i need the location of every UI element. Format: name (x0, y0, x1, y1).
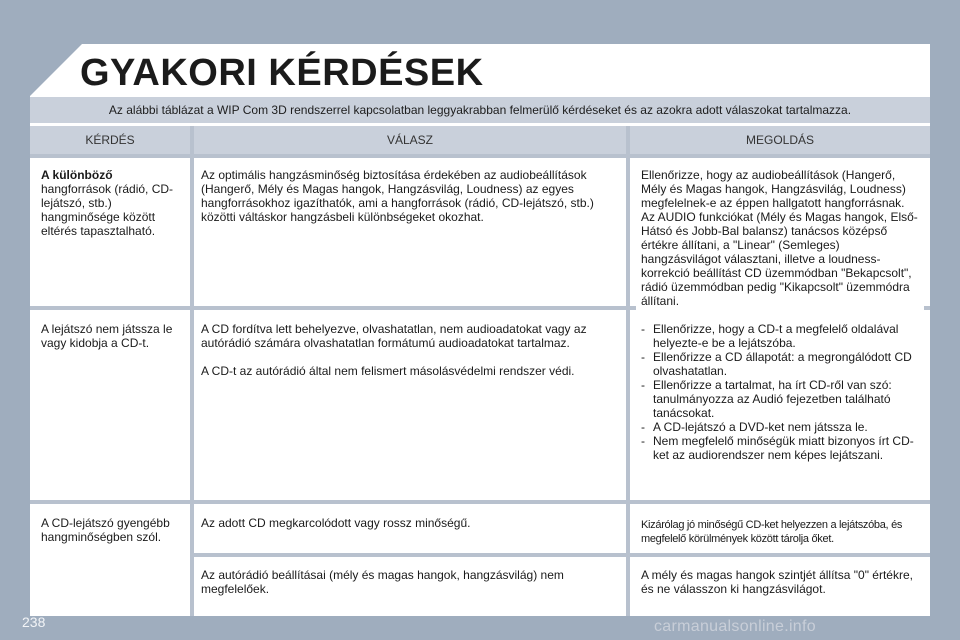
answer-text: Az adott CD megkarcolódott vagy rossz minőségű. (201, 516, 471, 530)
page-title: GYAKORI KÉRDÉSEK (80, 52, 484, 94)
page-number: 238 (22, 614, 46, 630)
solution-list (641, 322, 918, 462)
table-row-1-solution (636, 160, 924, 312)
table-row-2-answer (196, 314, 622, 382)
row-divider (30, 500, 930, 504)
question-text: hangforrások (rádió, CD-lejátszó, stb.) hangminősége között eltérés tapasztalható. (41, 182, 174, 238)
intro-text: Az alábbi táblázat a WIP Com 3D rendszerrel kapcsolatban leggyakrabban felmerülő kérdéseket és az azokra adott válaszokat tartalmazza. (108, 103, 852, 117)
table-row-1-answer (196, 160, 622, 228)
table-row-2-question (36, 314, 186, 354)
column-divider (190, 126, 194, 616)
header-answer: VÁLASZ (194, 126, 626, 154)
table-row-3-answer-2 (196, 560, 622, 600)
solution-text: Kizárólag jó minőségű CD-ket helyezzen a lejátszóba, és megfelelő körülmények között tárolja őket. (641, 519, 903, 545)
table-row-3-question (36, 508, 186, 548)
answer-text: A CD fordítva lett behelyezve, olvashatatlan, nem audioadatokat vagy az autórádió számára olvashatatlan formátumú audioadatokat tartalmaz. (201, 322, 587, 350)
list-item: - Ellenőrizze, hogy a CD-t a megfelelő oldalával helyezte-e be a lejátszóba. (641, 322, 918, 350)
row-divider (194, 553, 930, 557)
solution-text: A mély és magas hangok szintjét állítsa "0" értékre, és ne válasszon ki hangzásvilágot. (641, 568, 913, 596)
solution-text: Ellenőrizze, hogy az audiobeállítások (Hangerő, Mély és Magas hangok, Hangzásvilág, Loudness) megfelelnek-e az éppen hallgatott hangforrásnak. Az AUDIO funkciókat (Mély és Magas hangok, Első-Hátsó és Jobb-Bal balansz) tanácsos középső értékre állítani, a "Linear" (Semleges) hangzásvilágot választani, illetve a loudness-korrekció beállítást CD üzemmódban "Bekapcsolt", rádió üzemmódban pedig "Kikapcsolt" üzemmódra állítani. (641, 168, 918, 308)
question-text: A lejátszó nem játssza le vagy kidobja a CD-t. (41, 322, 173, 350)
question-text: A CD-lejátszó gyengébb hangminőségben szól. (41, 516, 170, 544)
question-lead: A különböző (41, 168, 113, 182)
answer-text: Az autórádió beállításai (mély és magas hangok, hangzásvilág) nem megfelelőek. (201, 568, 564, 596)
list-item: - Ellenőrizze a tartalmat, ha írt CD-ről van szó: tanulmányozza az Audió fejezetben található tanácsokat. (641, 378, 918, 420)
header-question: KÉRDÉS (30, 126, 190, 154)
list-item: - Nem megfelelő minőségük miatt bizonyos írt CD-ket az audiorendszer nem képes lejátszani. (641, 434, 918, 462)
table-row-1-question (36, 160, 186, 242)
answer-text: A CD-t az autórádió által nem felismert másolásvédelmi rendszer védi. (201, 364, 575, 378)
list-item: - A CD-lejátszó a DVD-ket nem játssza le. (641, 420, 918, 434)
header-divider (30, 154, 930, 158)
answer-text: Az optimális hangzásminőség biztosítása érdekében az audiobeállítások (Hangerő, Mély és Magas hangok, Hangzásvilág, Loudness) az egyes hangforrásokhoz igazíthatók, ami a hangforrások (rádió, CD-lejátszó, stb.) közötti váltáskor hangzásbeli különbségeket okozhat. (201, 168, 594, 224)
watermark: carmanualsonline.info (654, 618, 816, 635)
table-row-3-solution-1 (636, 510, 926, 550)
list-item: - Ellenőrizze a CD állapotát: a megrongálódott CD olvashatatlan. (641, 350, 918, 378)
column-divider (626, 126, 630, 616)
header-solution: MEGOLDÁS (630, 126, 930, 154)
table-row-3-answer-1 (196, 508, 622, 534)
table-row-3-solution-2 (636, 560, 924, 600)
table-row-2-solution (636, 314, 924, 466)
